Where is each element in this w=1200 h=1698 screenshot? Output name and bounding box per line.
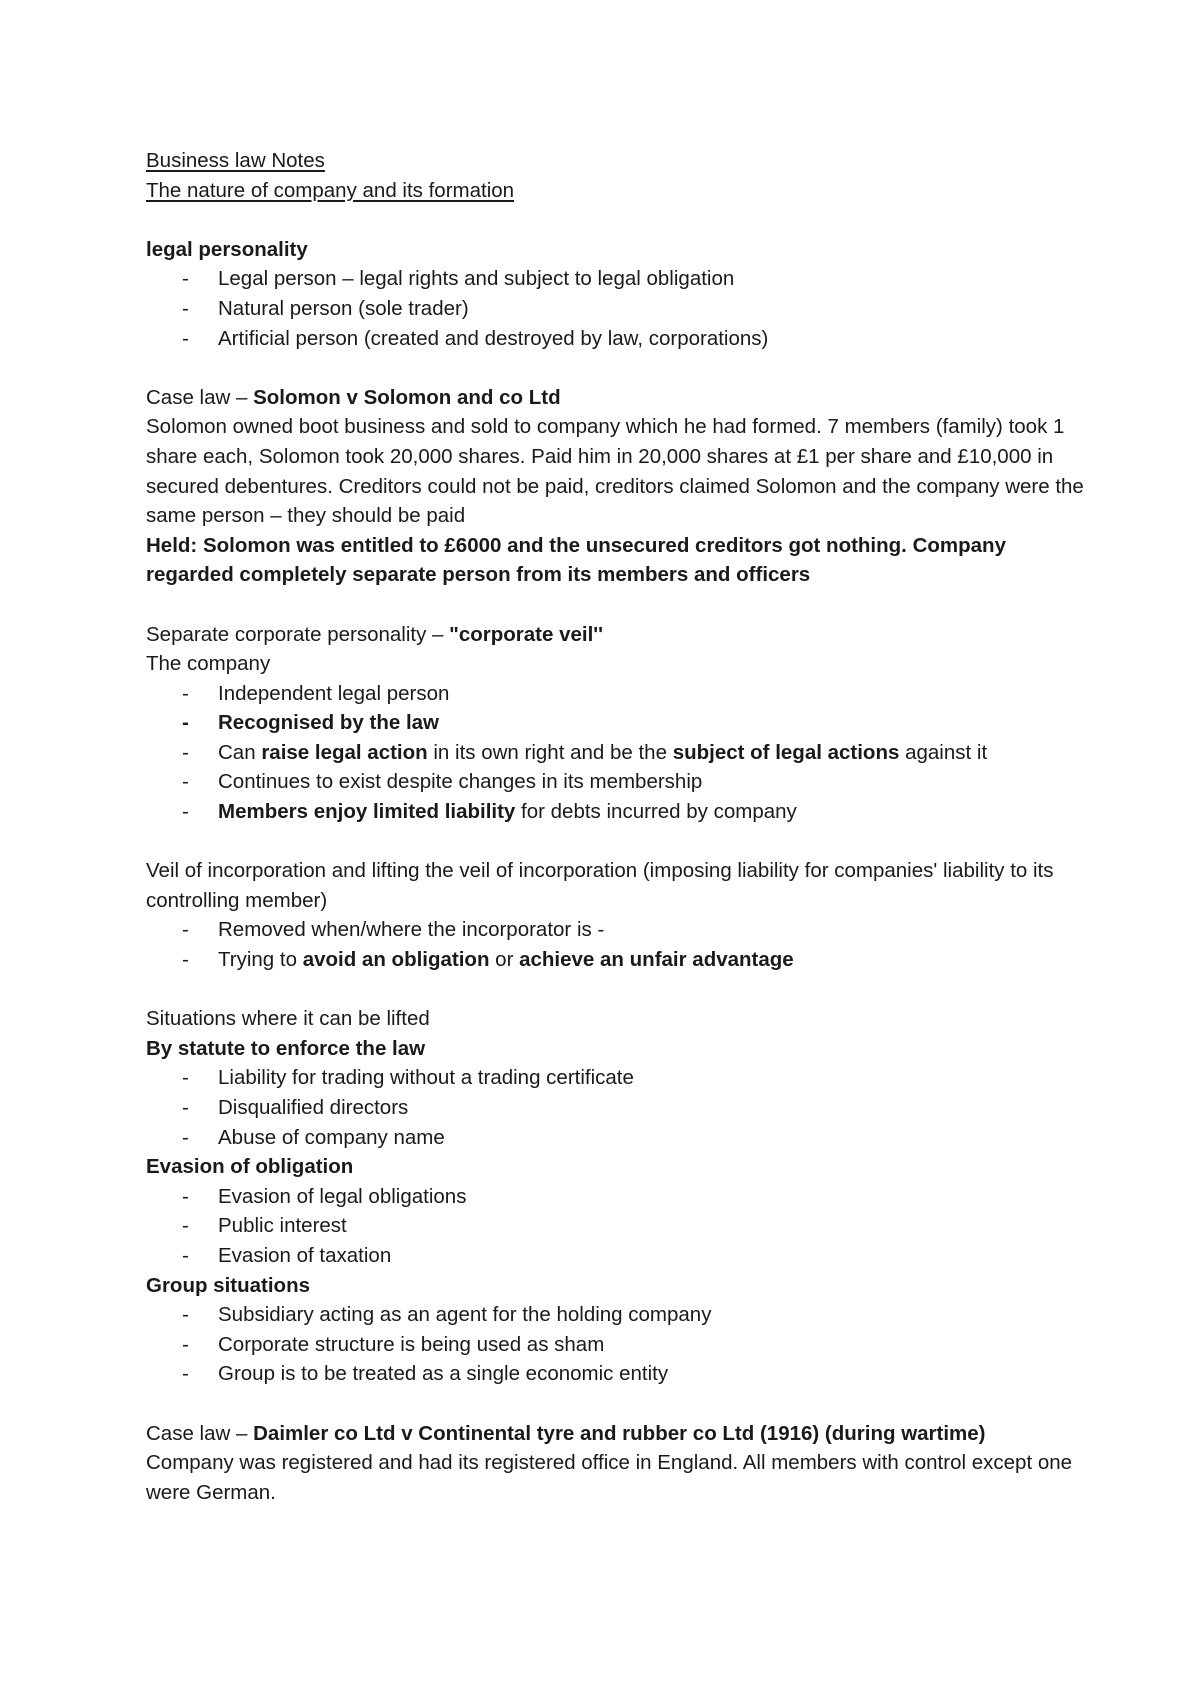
doc-subtitle: The nature of company and its formation xyxy=(146,178,515,202)
list-item: - Can raise legal action in its own right and be the subject of legal actions against it xyxy=(218,738,1096,768)
list-item: - Trying to avoid an obligation or achieve an unfair advantage xyxy=(218,945,1096,975)
case-law-heading-solomon: Case law – Solomon v Solomon and co Ltd xyxy=(146,385,561,409)
case-body-solomon: Solomon owned boot business and sold to company which he had formed. 7 members (family) took 1 share each, Solomon took 20,000 shares. Paid him in 20,000 shares at £1 per share and £10,000 in secured debentures. Creditors could not be paid, creditors claimed Solomon and the company were the same person – they should be paid xyxy=(146,415,1084,528)
section-heading-legal-personality: legal personality xyxy=(146,237,308,261)
list-item: - Public interest xyxy=(218,1211,1096,1241)
list-item: - Abuse of company name xyxy=(218,1123,1096,1153)
case-law-heading-daimler: Case law – Daimler co Ltd v Continental tyre and rubber co Ltd (1916) (during wartime) xyxy=(146,1421,986,1445)
list-item: - Evasion of legal obligations xyxy=(218,1182,1096,1212)
veil-list xyxy=(146,915,1096,974)
lifting-situations-intro: Situations where it can be lifted xyxy=(146,1007,430,1031)
list-item: - Legal person – legal rights and subject to legal obligation xyxy=(218,264,1096,294)
list-item: - Members enjoy limited liability for debts incurred by company xyxy=(218,797,1096,827)
case-name: Solomon v Solomon and co Ltd xyxy=(253,385,561,409)
group-heading-statute: By statute to enforce the law xyxy=(146,1036,426,1060)
corporate-veil-term: "corporate veil'' xyxy=(449,622,604,646)
separate-personality-heading: Separate corporate personality – "corporate veil'' xyxy=(146,622,604,646)
list-item: - Independent legal person xyxy=(218,679,1096,709)
list-item: - Disqualified directors xyxy=(218,1093,1096,1123)
the-company-intro: The company xyxy=(146,652,271,676)
list-item: - Removed when/where the incorporator is - xyxy=(218,915,1096,945)
case-name: Daimler co Ltd v Continental tyre and rubber co Ltd (1916) (during wartime) xyxy=(253,1421,986,1445)
case-held-solomon: Held: Solomon was entitled to £6000 and the unsecured creditors got nothing. Company regarded completely separate person from its members and officers xyxy=(146,533,1006,587)
list-item: - Evasion of taxation xyxy=(218,1241,1096,1271)
doc-title: Business law Notes xyxy=(146,149,325,172)
group-situations-list xyxy=(146,1300,1096,1389)
list-item: - Natural person (sole trader) xyxy=(218,294,1096,324)
veil-of-incorporation-intro: Veil of incorporation and lifting the veil of incorporation (imposing liability for companies' liability to its controlling member) xyxy=(146,859,1054,912)
evasion-list xyxy=(146,1182,1096,1271)
list-item: - Subsidiary acting as an agent for the holding company xyxy=(218,1300,1096,1330)
legal-personality-list xyxy=(146,264,1096,353)
list-item: - Recognised by the law xyxy=(218,708,1096,738)
document-page xyxy=(146,146,1096,1507)
list-item: - Liability for trading without a trading certificate xyxy=(218,1063,1096,1093)
group-heading-group-situations: Group situations xyxy=(146,1273,310,1297)
list-item: - Continues to exist despite changes in its membership xyxy=(218,767,1096,797)
company-features-list xyxy=(146,679,1096,827)
list-item: - Corporate structure is being used as sham xyxy=(218,1330,1096,1360)
case-body-daimler: Company was registered and had its registered office in England. All members with control except one were German. xyxy=(146,1451,1073,1504)
list-item: - Group is to be treated as a single economic entity xyxy=(218,1359,1096,1389)
list-item: - Artificial person (created and destroyed by law, corporations) xyxy=(218,324,1096,354)
group-heading-evasion: Evasion of obligation xyxy=(146,1155,354,1179)
statute-list xyxy=(146,1063,1096,1152)
